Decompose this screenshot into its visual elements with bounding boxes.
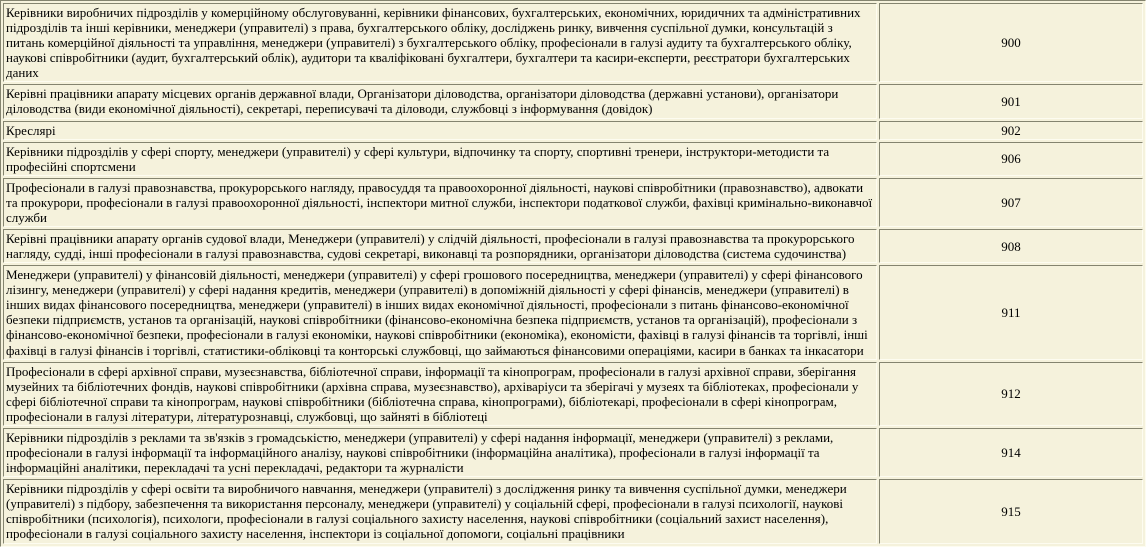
table-row [3, 142, 1143, 176]
classification-table-body [3, 3, 1143, 544]
row-code: 906 [879, 142, 1143, 176]
row-description: Професіонали в галузі правознавства, прокурорського нагляду, правосуддя та правоохоронної діяльності, наукові співробітники (правознавство), адвокати та прокурори, професіонали в галузі правоохоронної діяльності, інспектори митної служби, інспектори податкової служби, фахівці кримінально-виконавчої служби [3, 178, 877, 227]
row-code: 915 [879, 479, 1143, 543]
row-code: 908 [879, 229, 1143, 263]
table-row [3, 178, 1143, 227]
row-description: Керівні працівники апарату місцевих органів державної влади, Організатори діловодства, організатори діловодства (державні установи), організатори діловодства (види економічної діяльності), секретарі, переписувачі та діловоди, службовці з інформування (довідок) [3, 84, 877, 118]
row-description: Керівники підрозділів з реклами та зв'язків з громадськістю, менеджери (управителі) у сфері надання інформації, менеджери (управителі) з реклами, професіонали в галузі інформації та інформаційного аналізу, наукові співробітники (інформаційна аналітика), професіонали в галузі інформації та інформаційні аналітики, перекладачі та усні перекладачі, редактори та журналісти [3, 428, 877, 477]
table-row [3, 265, 1143, 359]
row-description: Менеджери (управителі) у фінансовій діяльності, менеджери (управителі) у сфері грошового посередництва, менеджери (управителі) у сфері фінансового лізингу, менеджери (управителі) у сфері надання кредитів, менеджери (управителі) в допоміжній діяльності у сфері фінансів, менеджери (управителі) в інших видах фінансового посередництва, менеджери (управителі) в інших видах економічної діяльності, професіонали з питань фінансово-економічної безпеки підприємств, установ та організацій, наукові співробітники (фінансово-економічна безпека підприємств, установ та організацій), професіонали з фінансово-економічної безпеки, професіонали в галузі економіки, наукові співробітники (економіка), економісти, фахівці в галузі фінансів та торгівлі, інші фахівці в галузі фінансів і торгівлі, статистики-обліковці та конторські службовці, що займаються фінансовими операціями, касири в банках та інкасатори [3, 265, 877, 359]
table-row [3, 479, 1143, 543]
row-description: Керівники виробничих підрозділів у комерційному обслуговуванні, керівники фінансових, бухгалтерських, економічних, юридичних та адміністративних підрозділів та інші керівники, менеджери (управителі) з права, бухгалтерського обліку, досліджень ринку, вивчення суспільної думки, консультацій з питань комерційної діяльності та управління, менеджери (управителі) з бухгалтерського обліку, професіонали в галузі аудиту та бухгалтерського обліку, наукові співробітники (аудит, бухгалтерський облік), аудитори та кваліфіковані бухгалтери, бухгалтери та касири-експерти, реєстратори бухгалтерських даних [3, 3, 877, 82]
row-code: 912 [879, 362, 1143, 426]
row-description: Креслярі [3, 121, 877, 140]
row-description: Професіонали в сфері архівної справи, музеєзнавства, бібліотечної справи, інформації та кінопрограм, професіонали в галузі архівної справи, зберігання музейних та бібліотечних фондів, наукові співробітники (архівна справа, музеєзнавство), архіваріуси та зберігачі у музеях та бібліотеках, професіонали у сфері бібліотечної справи та кінопрограм, наукові співробітники (бібліотечна справа, кінопрограми), бібліотекарі, професіонали в сфері кінопрограм, професіонали в галузі літератури, літературознавці, службовці, що зайняті в бібліотеці [3, 362, 877, 426]
row-code: 901 [879, 84, 1143, 118]
row-code: 907 [879, 178, 1143, 227]
row-description: Керівники підрозділів у сфері освіти та виробничого навчання, менеджери (управителі) з дослідження ринку та вивчення суспільної думки, менеджери (управителі) з підбору, забезпечення та використання персоналу, менеджери (управителі) у соціальній сфері, професіонали в галузі психології, наукові співробітники (психологія), психологи, професіонали в галузі соціального захисту населення, наукові співробітники (соціальний захист населення), професіонали в галузі соціального захисту населення, інспектори із соціальної допомоги, соціальні працівники [3, 479, 877, 543]
table-row [3, 84, 1143, 118]
table-row [3, 121, 1143, 140]
table-row [3, 3, 1143, 82]
table-row [3, 428, 1143, 477]
table-row [3, 229, 1143, 263]
table-row [3, 362, 1143, 426]
row-code: 902 [879, 121, 1143, 140]
row-description: Керівники підрозділів у сфері спорту, менеджери (управителі) у сфері культури, відпочинку та спорту, спортивні тренери, інструктори-методисти та професійні спортсмени [3, 142, 877, 176]
row-code: 911 [879, 265, 1143, 359]
row-code: 914 [879, 428, 1143, 477]
row-description: Керівні працівники апарату органів судової влади, Менеджери (управителі) у слідчій діяльності, професіонали в галузі правознавства та прокурорського нагляду, судді, інші професіонали в галузі правознавства, судові секретарі, виконавці та розпорядники, організатори діловодства (система судочинства) [3, 229, 877, 263]
row-code: 900 [879, 3, 1143, 82]
